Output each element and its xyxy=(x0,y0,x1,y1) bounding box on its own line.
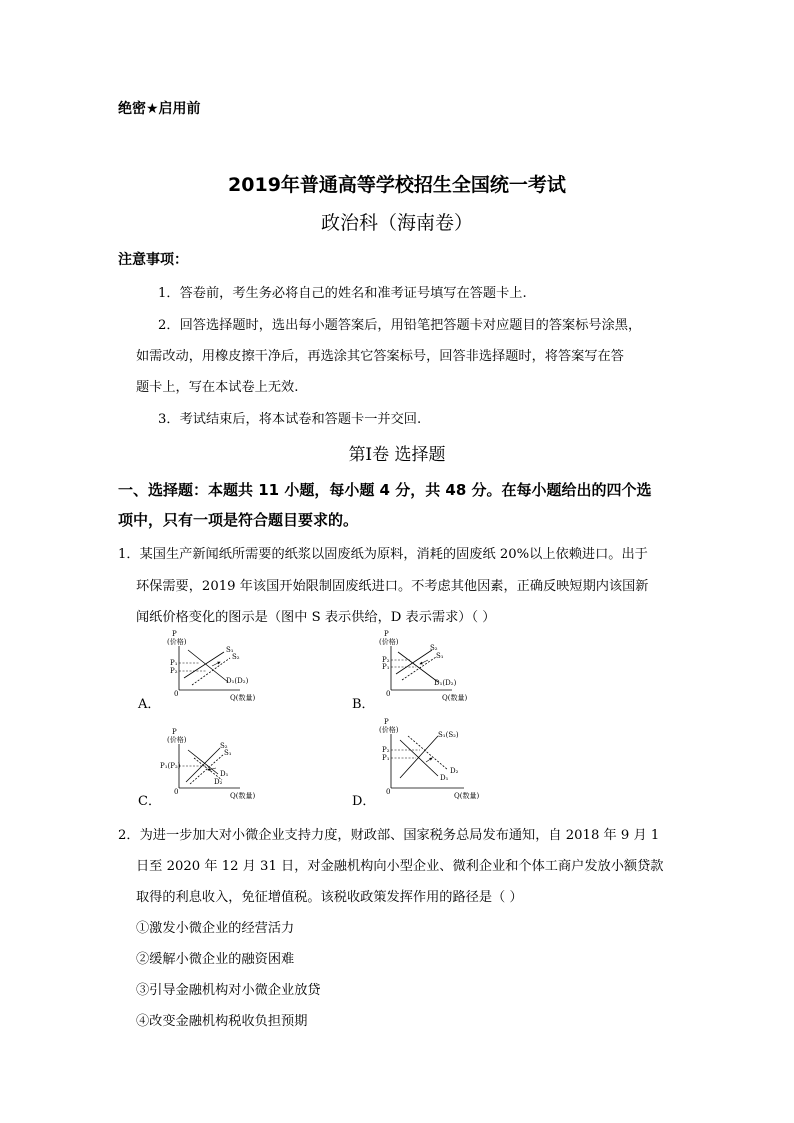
notice-item-2-cont: 如需改动，用橡皮擦干净后，再选涂其它答案标号，回答非选择题时，将答案写在答 xyxy=(136,349,624,364)
notice-item-2-cont: 题卡上，写在本试卷上无效. xyxy=(136,380,299,395)
section-instruction: 一、选择题：本题共 11 小题，每小题 4 分，共 48 分。在每小题给出的四个选 xyxy=(118,481,652,499)
q1-graph-a[interactable] xyxy=(160,630,270,710)
notice-item-2: 2．回答选择题时，选出每小题答案后，用铅笔把答题卡对应题目的答案标号涂黑， xyxy=(158,318,642,333)
q1-stem: 1．某国生产新闻纸所需要的纸浆以固废纸为原料，消耗的固废纸 20%以上依赖进口。出于 xyxy=(118,547,648,562)
curve-label: D₂ xyxy=(214,778,223,786)
y-axis-label: P xyxy=(384,630,389,638)
origin-label: 0 xyxy=(174,690,179,698)
curve-label: S₂ xyxy=(220,742,228,750)
y-axis-label: P xyxy=(172,630,177,638)
y-axis-unit: (价格) xyxy=(379,726,399,734)
section-title: 第Ⅰ卷 选择题 xyxy=(348,445,446,465)
origin-label: 0 xyxy=(174,788,179,796)
curve-label: D₁(D₂) xyxy=(226,677,249,685)
curve-label: S₁ xyxy=(436,652,444,660)
q2-option-4[interactable]: ④改变金融机构税收负担预期 xyxy=(136,1014,308,1029)
q2-stem-cont: 日至 2020 年 12 月 31 日，对金融机构向小型企业、微利企业和个体工商户发放小额贷款 xyxy=(136,859,664,874)
notice-item-3: 3．考试结束后，将本试卷和答题卡一并交回. xyxy=(158,412,422,427)
price-label: P₁ xyxy=(170,659,178,667)
curve-label: D₁(D₂) xyxy=(434,679,457,687)
curve-label: S₂ xyxy=(430,644,438,652)
price-label: P₁ xyxy=(382,754,390,762)
exam-subtitle: 政治科（海南卷） xyxy=(320,212,473,234)
q2-option-2[interactable]: ②缓解小微企业的融资困难 xyxy=(136,952,295,967)
price-label: P₂ xyxy=(382,746,390,754)
curve-label: S₂ xyxy=(232,653,240,661)
q1-option-b-label[interactable]: B． xyxy=(352,697,375,712)
price-label: P₁(P₂) xyxy=(160,762,181,770)
origin-label: 0 xyxy=(386,788,391,796)
notice-heading: 注意事项： xyxy=(118,252,188,268)
x-axis-label: Q(数量) xyxy=(454,792,480,800)
origin-label: 0 xyxy=(386,690,391,698)
q1-graph-d[interactable] xyxy=(372,718,482,808)
confidential-mark: 绝密★启用前 xyxy=(118,101,201,117)
q2-stem-cont: 取得的利息收入，免征增值税。该税收政策发挥作用的路径是（ ） xyxy=(136,890,523,905)
y-axis-label: P xyxy=(384,718,389,726)
x-axis-label: Q(数量) xyxy=(442,694,468,702)
q1-option-d-label[interactable]: D． xyxy=(352,794,376,809)
price-label: P₂ xyxy=(382,656,390,664)
y-axis-unit: (价格) xyxy=(167,736,187,744)
y-axis-label: P xyxy=(172,728,177,736)
y-axis-unit: (价格) xyxy=(379,638,399,646)
x-axis-label: Q(数量) xyxy=(230,694,256,702)
q2-option-1[interactable]: ①激发小微企业的经营活力 xyxy=(136,921,295,936)
curve-label: S₁ xyxy=(224,749,232,757)
curve-label: S₁ xyxy=(226,646,234,654)
curve-label: D₂ xyxy=(450,767,459,775)
q1-option-a-label[interactable]: A． xyxy=(138,697,161,712)
q1-stem-cont: 闻纸价格变化的图示是（图中 S 表示供给，D 表示需求）（ ） xyxy=(136,610,496,625)
y-axis-unit: (价格) xyxy=(167,638,187,646)
notice-item-1: 1．答卷前，考生务必将自己的姓名和准考证号填写在答题卡上. xyxy=(158,286,527,301)
curve-label: D₁ xyxy=(220,770,229,778)
q1-option-c-label[interactable]: C． xyxy=(138,794,161,809)
q1-graph-b[interactable] xyxy=(372,630,482,710)
exam-title: 2019年普通高等学校招生全国统一考试 xyxy=(228,174,566,196)
q2-option-3[interactable]: ③引导金融机构对小微企业放贷 xyxy=(136,983,321,998)
price-label: P₂ xyxy=(170,667,178,675)
curve-label: D₁ xyxy=(440,774,449,782)
q2-stem: 2．为进一步加大对小微企业支持力度，财政部、国家税务总局发布通知，自 2018 年 9 月 1 xyxy=(118,828,660,843)
section-instruction-cont: 项中，只有一项是符合题目要求的。 xyxy=(118,511,359,529)
q1-stem-cont: 环保需要，2019 年该国开始限制固废纸进口。不考虑其他因素，正确反映短期内该国新 xyxy=(136,579,649,594)
q1-graph-c[interactable] xyxy=(160,728,270,808)
curve-label: S₁(S₂) xyxy=(438,731,459,739)
x-axis-label: Q(数量) xyxy=(230,792,256,800)
price-label: P₁ xyxy=(382,663,390,671)
